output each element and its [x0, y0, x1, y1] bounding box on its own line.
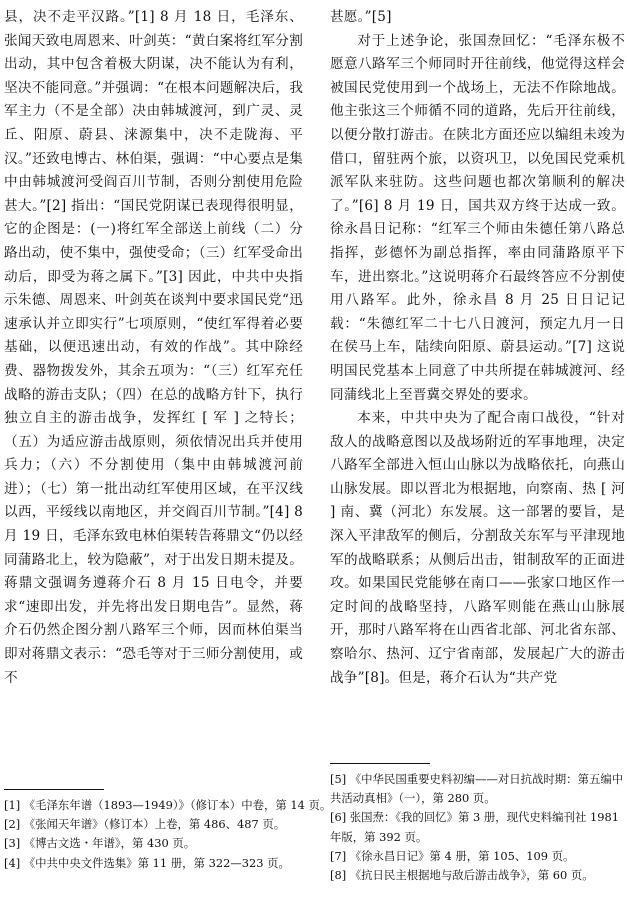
footnotes-right — [330, 770, 625, 885]
footnote: [7] 《徐永昌日记》第 4 册，第 105、109 页。 — [330, 848, 575, 863]
left-column — [4, 6, 303, 690]
footnote: [3] 《博古文选・年谱》，第 430 页。 — [4, 836, 196, 851]
body-paragraph-continued: 甚愿。”[5] — [330, 9, 392, 25]
footnote-divider — [4, 789, 104, 790]
footnotes-left — [4, 796, 332, 873]
footnote: [4] 《中共中央文件选集》第 11 册，第 322—323 页。 — [4, 855, 290, 870]
footnote: [2] 《张闻天年谱》（修订本）上卷，第 486、487 页。 — [4, 817, 286, 832]
footnote: [1] 《毛泽东年谱（1893—1949）》（修订本）中卷，第 14 页。 — [4, 798, 332, 812]
footnote: [8] 《抗日民主根据地与敌后游击战争》，第 60 页。 — [330, 868, 594, 883]
body-paragraph: 县，决不走平汉路。”[1] 8 月 18 日，毛泽东、张闻天致电周恩来、叶剑英：“黄白案将红军分割出动，其中包含着极大阴谋，决不能认为有利，坚决不能同意。”并强调：“在根本问题解决后，我军主力（不是全部）决由韩城渡河，到广灵、灵丘、阳原、蔚县、涞源集中，决不走陇海、平汉。”还致电博古、林伯渠，强调：“中心要点是集中由韩城渡河受阎百川节制，否则分割使用危险甚大。”[2] 指出：“国民党阴谋已表现得很明显，它的企图是：(一)将红军全部送上前线（二）分路出动，使不集中，强使受命；（三）红军受命出动后，即受为蒋之属下。”[3] 因此，中共中央指示朱德、周恩来、叶剑英在谈判中要求国民党“迅速承认并立即实行”七项原则，“使红军得着必要基础，以便迅速出动，有效的作战”。其中除经费、器物拨发外，其余五项为：“（三）红军充任战略的游击支队；（四）在总的战略方针下，执行独立自主的游击战争，发挥红 [ 军 ] 之特长；（五）为适应游击战原则，须依情况出兵并使用兵力；（六）不分割使用（集中由韩城渡河前进）；（七）第一批出动红军使用区域，在平汉线以西，平绥线以南地区，并交阎百川节制。”[4] 8 月 19 日，毛泽东致电林伯渠转告蒋鼎文“仍以经同蒲路北上，较为隐蔽”，对于出发日期未提及。蒋鼎文强调务遵蒋介石 8 月 15 日电令，并要求“速即出发，并先将出发日期电告”。显然，蒋介石仍然企图分割八路军三个师，因而林伯渠当即对蒋鼎文表示：“恐毛等对于三师分割使用，或不 — [4, 9, 303, 686]
footnote-divider — [330, 763, 430, 764]
body-paragraph: 对于上述争论，张国焘回忆：“毛泽东极不愿意八路军三个师同时开往前线，他觉得这样会被国民党使用到一个战场上，无法不作除地战。他主张这三个师循不同的道路，先后开往前线，以便分散打游击。在陕北方面还应以编组未竣为借口，留驻两个旅，以资巩卫，以免国民党乘机派军队来驻防。这些问题也都次第顺利的解决了。”[6] 8 月 19 日，国共双方终于达成一致。徐永昌日记称：“红军三个师由朱德任第八路总指挥，彭德怀为副总指挥，率由同蒲路原平下车，进出察北。”这说明蒋介石最终答应不分割使用八路军。此外，徐永昌 8 月 25 日日记记载：“朱德红军二十七八日渡河，预定九月一日在侯马上车，陆续向阳原、蔚县运动。”[7] 这说明国民党基本上同意了中共所提在韩城渡河、经同蒲线北上至晋冀交界处的要求。 — [330, 32, 625, 403]
footnote: [6] 张国焘：《我的回忆》第 3 册，现代史料编刊社 1981 年版，第 392 页。 — [330, 810, 619, 844]
footnote: [5] 《中华民国重要史料初编——对日抗战时期：第五编中共活动真相》（一），第 280 页。 — [330, 772, 624, 806]
right-column — [330, 6, 625, 690]
body-paragraph: 本来，中共中央为了配合南口战役，“针对敌人的战略意图以及战场附近的军事地理，决定八路军全部进入恒山山脉以为战略依托，向燕山山脉发展。即以晋北为根据地，向察南、热 [ 河 ] 南、冀（河北）东发展。这一部署的要旨，是深入平津敌军的侧后，分割敌关东军与平津现地军的战略联系；从侧后出击，钳制敌军的正面进攻。如果国民党能够在南口——张家口地区作一定时间的战略坚持，八路军则能在燕山山脉展开，那时八路军将在山西省北部、河北省东部、察哈尔、热河、辽宁省南部，发展起广大的游击战争”[8]。但是，蒋介石认为“共产党 — [330, 410, 625, 686]
